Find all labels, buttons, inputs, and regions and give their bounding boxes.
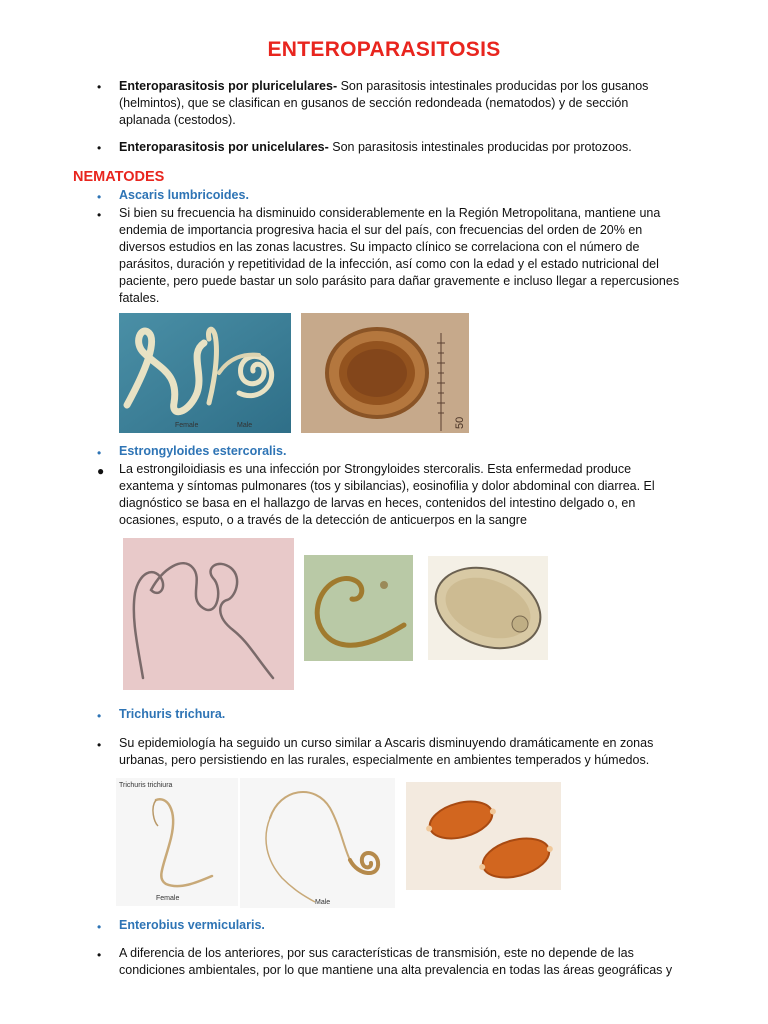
- bullet-dot: •: [97, 80, 102, 94]
- intro-text: Son parasitosis intestinales producidas por los gusanos (helmintos), que se clasifican en gusanos de sección redondeada (nematodos) y de sección aplanada (cestodos).: [119, 79, 649, 127]
- intro-term: Enteroparasitosis por unicelulares-: [119, 140, 329, 154]
- section-heading-nematodes: NEMATODES: [73, 169, 165, 185]
- trichuris-egg-micrograph: [406, 782, 561, 890]
- bullet-dot: •: [97, 446, 102, 460]
- page-title: ENTEROPARASITOSIS: [267, 38, 501, 61]
- intro-text: Son parasitosis intestinales producidas por protozoos.: [328, 140, 632, 154]
- scale-label: 50: [454, 416, 466, 429]
- species-description-trichuris: Su epidemiología ha seguido un curso similar a Ascaris disminuyendo dramáticamente en zonas urbanas, pero persistiendo en las rurales, especialmente en ambientes temperados y húmedos.: [119, 736, 654, 767]
- caption-male: Male: [237, 422, 253, 429]
- bullet-dot: •: [97, 738, 102, 752]
- bullet-dot: •: [97, 190, 102, 204]
- intro-term: Enteroparasitosis por pluricelulares-: [119, 79, 338, 93]
- species-description-enterobius: A diferencia de los anteriores, por sus características de transmisión, este no depende de las condiciones ambientales, por lo que mantiene una alta prevalencia en todas las áreas geográficas y: [119, 946, 673, 977]
- species-name-ascaris: Ascaris lumbricoides.: [119, 188, 249, 202]
- bullet-dot: •: [97, 208, 102, 222]
- bullet-dot: •: [97, 948, 102, 962]
- bullet-dot: •: [97, 709, 102, 723]
- strongyloides-egg-micrograph: [428, 556, 548, 660]
- intro-paragraph-unicelulares: [119, 139, 679, 156]
- intro-paragraph-pluricelulares: [119, 78, 679, 129]
- species-name-enterobius: Enterobius vermicularis.: [119, 918, 265, 932]
- caption-male: Male: [315, 899, 331, 906]
- trichuris-male-photo: [240, 778, 395, 908]
- species-description-strongyloides: La estrongiloidiasis es una infección por Strongyloides stercoralis. Esta enfermedad produce exantema y síntomas pulmonares (tos y sibilancias), eosinofilia y dolor abdominal con diarrea. El diagnóstico se basa en el hallazgo de larvas en heces, contenidos del intestino delgado o, en ocasiones, esputo, o a través de la detección de anticuerpos en la sangre: [119, 462, 655, 527]
- bullet-dot: •: [97, 141, 102, 155]
- ascaris-worms-photo: [119, 313, 291, 433]
- ascaris-egg-micrograph: [301, 313, 469, 433]
- caption-female: Female: [156, 895, 180, 902]
- species-description-ascaris: Si bien su frecuencia ha disminuido considerablemente en la Región Metropolitana, mantiene una endemia de importancia progresiva hacia el sur del país, con frecuencias del orden de 20% en diversos estudios en las zonas lacustres. Su impacto clínico se correlaciona con el número de parásitos, duración y repetitividad de la infección, así como con la edad y el estado nutricional del paciente, pero puede bastar un solo parásito para dañar gravemente e incluso llegar a repercusiones fatales.: [119, 206, 680, 305]
- species-name-trichuris: Trichuris trichura.: [119, 707, 226, 721]
- trichuris-female-photo: [116, 778, 238, 906]
- strongyloides-rhabditiform-photo: [304, 555, 413, 661]
- bullet-dot: •: [97, 920, 102, 934]
- bullet-dot: ●: [97, 464, 105, 478]
- caption-female: Female: [175, 422, 199, 429]
- strongyloides-larva-photo: [123, 538, 294, 690]
- species-name-strongyloides: Estrongyloides estercoralis.: [119, 444, 287, 458]
- caption-trichuris: Trichuris trichiura: [119, 782, 173, 789]
